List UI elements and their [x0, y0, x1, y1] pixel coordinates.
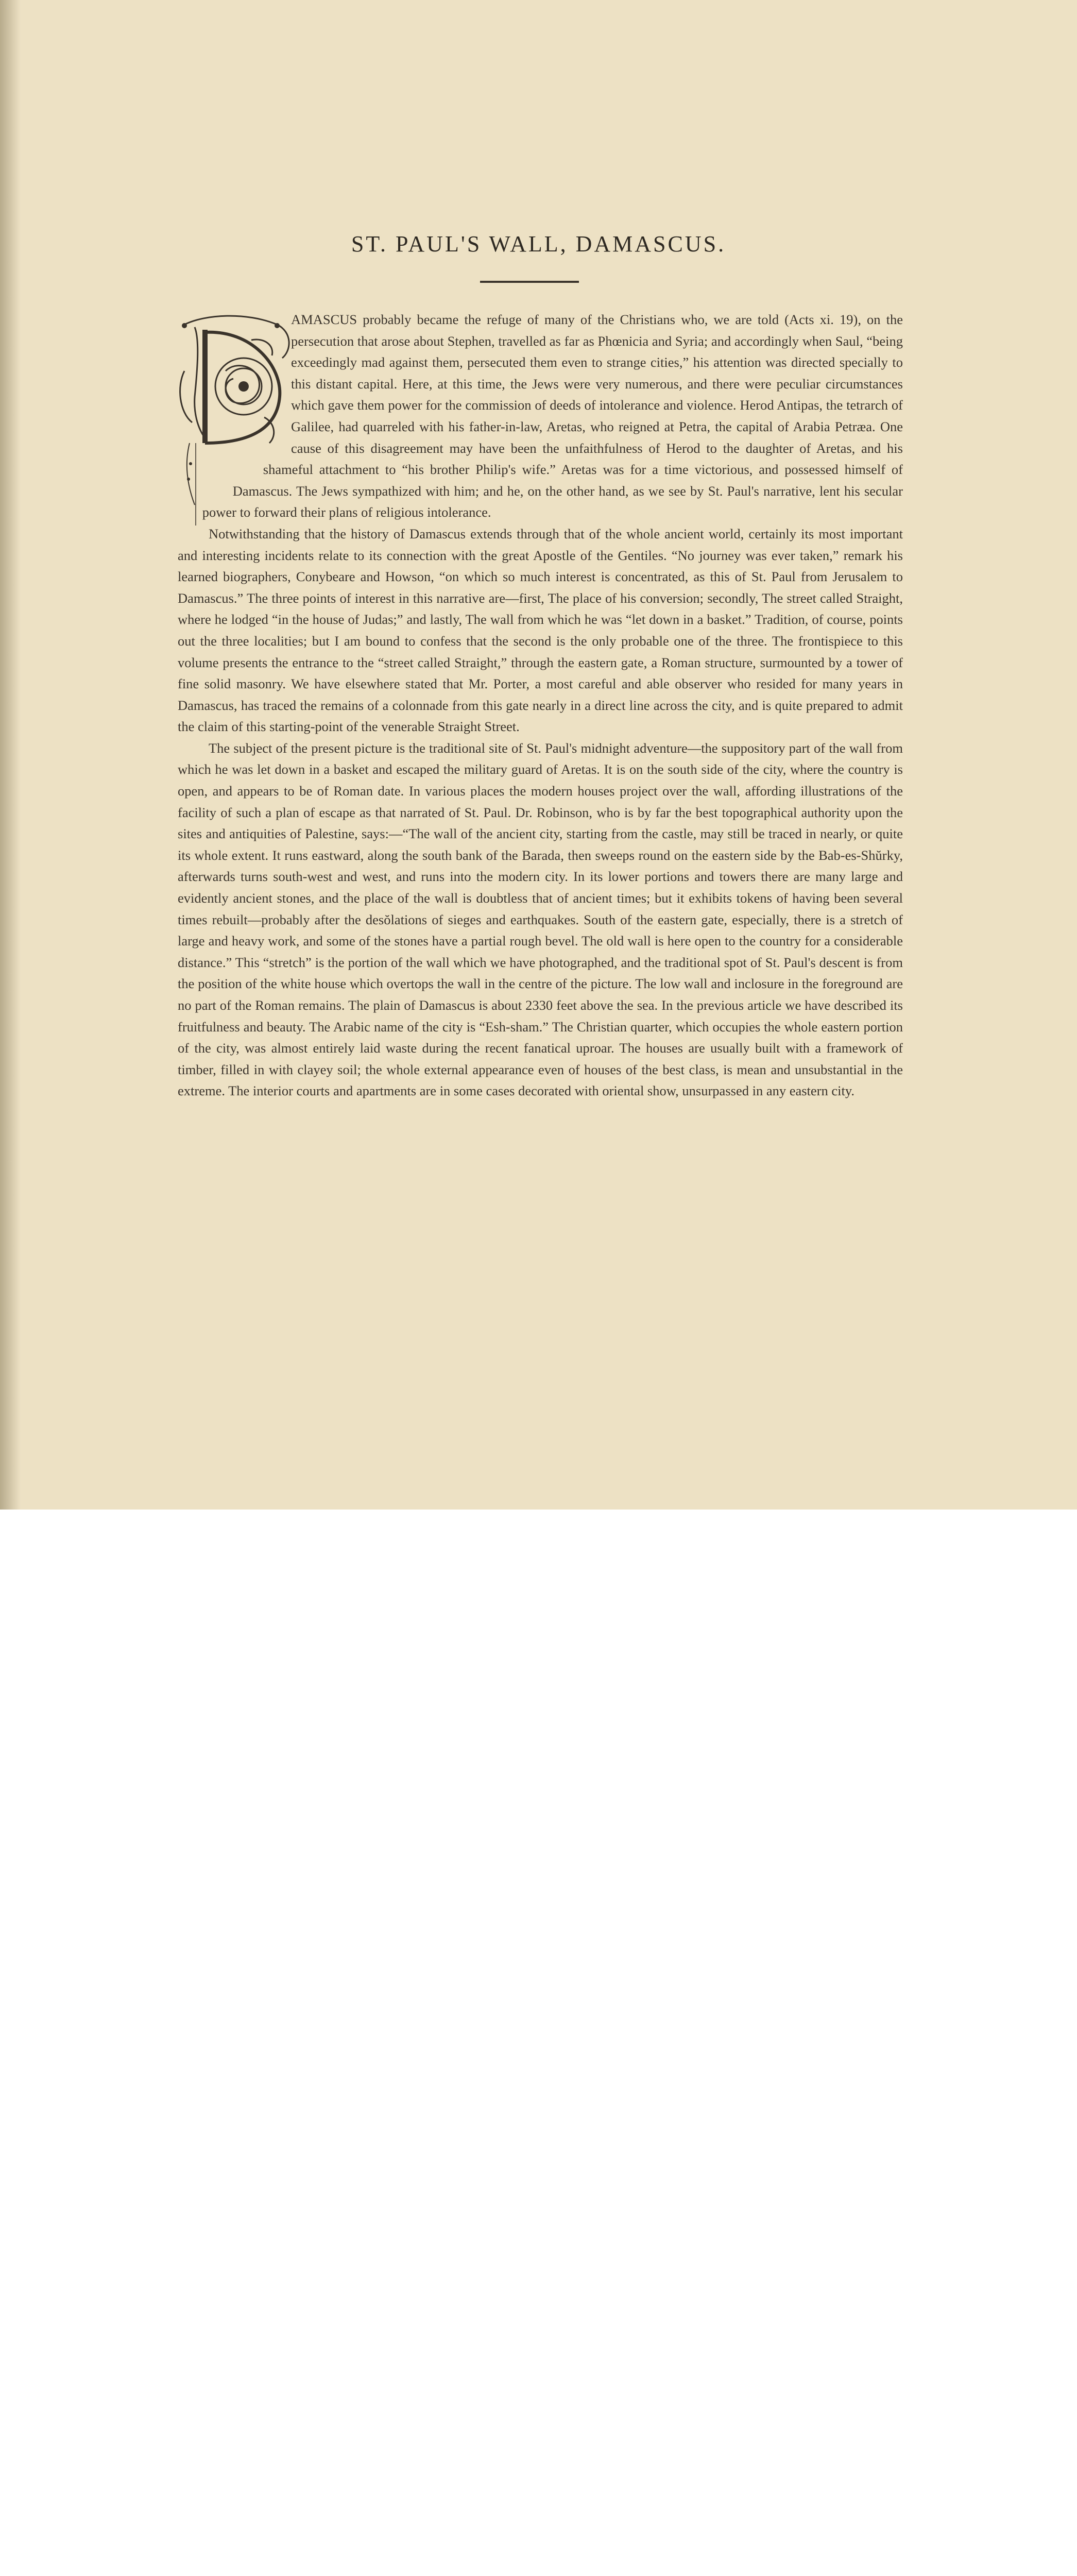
- digitization-footer: [0, 1510, 1077, 1586]
- paragraph-1: AMASCUS probably became the refuge of many of the Christians who, we are told (Acts xi. 19), on the persecution that arose about Stephen, travelled as far as Phœnicia and Syria; and accordingly when Saul, “being exceedingly mad against them, persecuted them even to strange cities,” his attention was directed specially to this distant capital. Here, at this time, the Jews were very numerous, and there were peculiar circumstances which gave them power for the commission of deeds of intolerance and violence. Herod Antipas, the tetrarch of Galilee, had quarreled with his father-in-law, Aretas, who reigned at Petra, the capital of Arabia Petræa. One cause of this disagreement may have been the unfaithfulness of Herod to the daughter of Aretas, and his shameful attachment to “his brother Philip's wife.” Aretas was for a time victorious, and possessed himself of Damascus. The Jews sympathized with him; and he, on the other hand, as we see by St. Paul's narrative, lent his secular power to forward their plans of religious intolerance.: [202, 312, 903, 520]
- page-title: ST. PAUL'S WALL, DAMASCUS.: [351, 231, 726, 257]
- paragraph-3: The subject of the present picture is the traditional site of St. Paul's midnight adventure—the suppository part of the wall from which he was let down in a basket and escaped the military guard of Aretas. It is on the south side of the city, where the country is open, and appears to be of Roman date. In various places the modern houses project over the wall, affording illustrations of the facility of such a plan of escape as that narrated of St. Paul. Dr. Robinson, who is by far the best topographical authority upon the sites and antiquities of Palestine, says:—“The wall of the ancient city, starting from the castle, may still be traced in nearly, or quite its whole extent. It runs eastward, along the south bank of the Barada, then sweeps round on the eastern side by the Bab-es-Shŭrky, afterwards turns south-west and west, and runs into the modern city. In its lower portions and towers there are many large and evidently ancient stones, and the place of the wall is doubtless that of ancient times; but it exhibits tokens of having been several times rebuilt—probably after the desŏlations of sieges and earthquakes. South of the eastern gate, especially, there is a stretch of large and heavy work, and some of the stones have a partial rough bevel. The old wall is here open to the country for a considerable distance.” This “stretch” is the portion of the wall which we have photographed, and the traditional spot of St. Paul's descent is from the position of the white house which overtops the wall in the centre of the picture. The low wall and inclosure in the foreground are no part of the Roman remains. The plain of Damascus is about 2330 feet above the sea. In the previous article we have described its fruitfulness and beauty. The Arabic name of the city is “Esh-sham.” The Christian quarter, which occupies the whole eastern portion of the city, was almost entirely laid waste during the recent fanatical uproar. The houses are usually built with a framework of timber, filled in with clayey soil; the whole external appearance even of houses of the best class, is mean and unsubstantial in the extreme. The interior courts and apartments are in some cases decorated with oriental show, unsurpassed in any eastern city.: [178, 740, 903, 1099]
- article-body: [178, 309, 903, 1102]
- paragraph-2: Notwithstanding that the history of Damascus extends through that of the whole ancient world, certainly its most important and interesting incidents relate to its connection with the great Apostle of the Gentiles. “No journey was ever taken,” remark his learned biographers, Conybeare and Howson, “on which so much interest is concentrated, as this of St. Paul from Jerusalem to Damascus.” The three points of interest in this narrative are—first, The place of his conversion; secondly, The street called Straight, where he lodged “in the house of Judas;” and lastly, The wall from which he was “let down in a basket.” Tradition, of course, points out the three localities; but I am bound to confess that the second is the only probable one of the three. The frontispiece to this volume presents the entrance to the “street called Straight,” through the eastern gate, a Roman structure, surmounted by a tower of fine solid masonry. We have elsewhere stated that Mr. Porter, a most careful and able observer who resided for many years in Damascus, has traced the remains of a colonnade from this gate nearly in a direct line across the city, and is quite prepared to admit the claim of this starting-point of the venerable Straight Street.: [178, 526, 903, 735]
- title-rule: [480, 281, 579, 283]
